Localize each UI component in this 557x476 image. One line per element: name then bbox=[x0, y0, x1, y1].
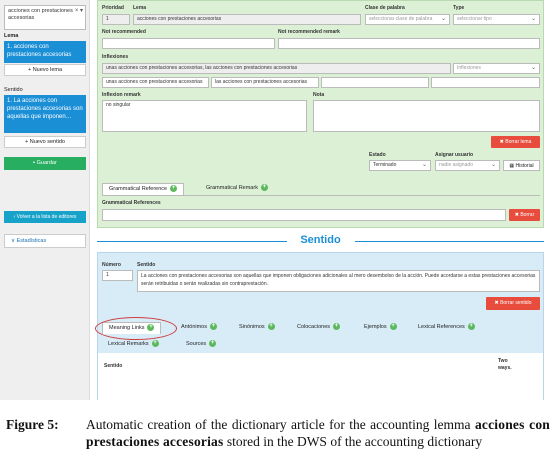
inflexiones-select[interactable]: Inflexiones ⌄ bbox=[453, 63, 540, 74]
chevron-down-icon: ⌄ bbox=[530, 65, 536, 71]
tab-sources[interactable]: Sources + bbox=[186, 340, 215, 347]
figure-label: Figure 5: bbox=[6, 417, 59, 432]
plus-circle-icon: + bbox=[210, 340, 215, 347]
not-recommended-input[interactable] bbox=[102, 38, 275, 49]
caption-lemma: acciones con prestaciones accesorias bbox=[86, 417, 551, 449]
sentido-textarea[interactable]: La acciones con prestaciones accesorias son aquellas que imponen obligaciones adicionales al mero desembolso de la acción. Puede acordarse a estas prestaciones accesorias serán retribuidas o serán realizadas sin contraprestación. bbox=[137, 270, 540, 292]
nota-label: Nota bbox=[313, 92, 325, 98]
plus-circle-icon: + bbox=[171, 185, 176, 192]
inflexion-remark-input[interactable]: no singular bbox=[102, 100, 307, 132]
chevron-down-icon: ∨ bbox=[11, 238, 17, 244]
plus-circle-icon: + bbox=[469, 323, 474, 330]
plus-circle-icon: + bbox=[149, 324, 153, 331]
chevron-left-icon: ‹ bbox=[13, 214, 17, 220]
history-icon: ▦ bbox=[509, 163, 516, 169]
trash-icon: ✖ bbox=[494, 300, 501, 306]
delete-sense-button[interactable]: ✖ Borrar sentido bbox=[486, 297, 540, 310]
lema-label: Lema bbox=[133, 5, 147, 11]
delete-lemma-button[interactable]: ✖ Borrar lema bbox=[491, 136, 540, 148]
type-select[interactable]: seleccionar tipo ⌄ bbox=[453, 14, 540, 25]
plus-circle-icon: + bbox=[334, 323, 339, 330]
sentido-heading: Sentido bbox=[300, 234, 341, 246]
delete-grammatical-ref-button[interactable]: ✖ Borrar bbox=[509, 209, 540, 221]
estado-select[interactable]: Terminado ⌄ bbox=[369, 160, 431, 171]
sidebar bbox=[0, 0, 90, 400]
clear-chevron-icon[interactable]: × ▾ bbox=[74, 8, 83, 14]
inflexion-1-input[interactable]: unas acciones con prestaciones accesorias bbox=[102, 77, 209, 88]
chevron-down-icon: ⌄ bbox=[440, 16, 446, 22]
trash-icon: ✖ bbox=[499, 139, 506, 145]
inflexion-remark-label: Inflexion remark bbox=[102, 92, 141, 98]
inflexiones-input[interactable]: unas acciones con prestaciones accesorias, las acciones con prestaciones accesorias bbox=[102, 63, 451, 74]
tab-divider bbox=[102, 195, 540, 196]
back-to-editors-button[interactable]: ‹ Volver a la lista de editores bbox=[4, 211, 86, 223]
new-lemma-button[interactable]: + Nuevo lema bbox=[4, 64, 86, 76]
inflexion-4-input[interactable] bbox=[431, 77, 540, 88]
not-recommended-label: Not recommended bbox=[102, 29, 146, 35]
asignar-label: Asignar usuario bbox=[435, 152, 474, 158]
plus-circle-icon: + bbox=[153, 340, 157, 347]
plus-icon: + bbox=[25, 139, 30, 145]
plus-circle-icon: + bbox=[391, 323, 395, 330]
numero-input[interactable]: 1 bbox=[102, 270, 133, 281]
highlight-oval bbox=[95, 317, 177, 340]
prioridad-input[interactable]: 1 bbox=[102, 14, 130, 25]
nota-input[interactable] bbox=[313, 100, 540, 132]
grammatical-references-label: Grammatical References bbox=[102, 200, 161, 206]
not-recommended-remark-label: Not recommended remark bbox=[278, 29, 340, 35]
plus-circle-icon: + bbox=[269, 323, 273, 330]
save-icon: ▪ bbox=[33, 160, 37, 166]
chevron-down-icon: ⌄ bbox=[530, 16, 536, 22]
not-recommended-remark-input[interactable] bbox=[278, 38, 540, 49]
statistics-link[interactable]: ∨ Estadísticas bbox=[4, 234, 86, 248]
history-button[interactable]: ▦ Historial bbox=[503, 160, 540, 171]
tab-grammatical-remark[interactable]: Grammatical Remark + bbox=[206, 184, 267, 191]
sidebar-sentido-item[interactable]: 1. La acciones con prestaciones accesorias son aquellas que imponen… bbox=[4, 95, 86, 133]
prioridad-label: Prioridad bbox=[102, 5, 124, 11]
inflexion-2-input[interactable]: las acciones con prestaciones accesorias bbox=[211, 77, 319, 88]
plus-circle-icon: + bbox=[211, 323, 216, 330]
col-two-ways-header: Two ways. bbox=[498, 358, 512, 371]
sentido-section-label: Sentido bbox=[4, 87, 23, 93]
lemma-search-select[interactable] bbox=[4, 5, 86, 30]
new-sense-button[interactable]: + Nuevo sentido bbox=[4, 136, 86, 148]
tab-colocaciones[interactable]: Colocaciones + bbox=[297, 323, 339, 330]
sidebar-lema-item[interactable]: 1. acciones con prestaciones accesorias bbox=[4, 41, 86, 63]
col-sentido-header: Sentido bbox=[104, 363, 123, 369]
sentido-label: Sentido bbox=[137, 262, 156, 268]
tab-meaning-links[interactable]: Meaning Links + bbox=[102, 322, 161, 334]
plus-circle-icon: + bbox=[262, 184, 267, 191]
inflexiones-label: Inflexiones bbox=[102, 54, 129, 60]
tab-lexical-references[interactable]: Lexical References + bbox=[418, 323, 474, 330]
lema-input[interactable]: acciones con prestaciones accesorias bbox=[133, 14, 361, 25]
tab-ejemplos[interactable]: Ejemplos + bbox=[364, 323, 395, 330]
chevron-down-icon: ⌄ bbox=[490, 162, 496, 168]
save-button[interactable]: ▪ Guardar bbox=[4, 157, 86, 170]
tab-grammatical-reference[interactable]: Grammatical Reference + bbox=[102, 183, 184, 195]
grammatical-references-input[interactable] bbox=[102, 209, 506, 221]
clase-label: Clase de palabra bbox=[365, 5, 405, 11]
lema-section-label: Lema bbox=[4, 33, 19, 39]
type-label: Type bbox=[453, 5, 465, 11]
meaning-links-table bbox=[98, 353, 543, 400]
tab-sinonimos[interactable]: Sinónimos + bbox=[239, 323, 273, 330]
clase-select[interactable]: seleccionar clase de palabra ⌄ bbox=[365, 14, 450, 25]
lemma-search-value: acciones con prestaciones accesorias bbox=[8, 8, 73, 21]
asignar-select[interactable]: nadie asignado ⌄ bbox=[435, 160, 500, 171]
chevron-down-icon: ⌄ bbox=[421, 162, 427, 168]
lemma-panel bbox=[97, 0, 544, 228]
inflexion-3-input[interactable] bbox=[321, 77, 429, 88]
estado-label: Estado bbox=[369, 152, 386, 158]
trash-icon: ✖ bbox=[514, 212, 521, 218]
plus-icon: + bbox=[27, 67, 33, 73]
numero-label: Número bbox=[102, 262, 121, 268]
tab-lexical-remarks[interactable]: Lexical Remarks + bbox=[108, 340, 157, 347]
caption-body: Automatic creation of the dictionary article for the accounting lemma acciones con prestaciones accesorias stored in the DWS of the accounting dictionary bbox=[86, 417, 551, 449]
tab-antonimos[interactable]: Antónimos + bbox=[181, 323, 216, 330]
